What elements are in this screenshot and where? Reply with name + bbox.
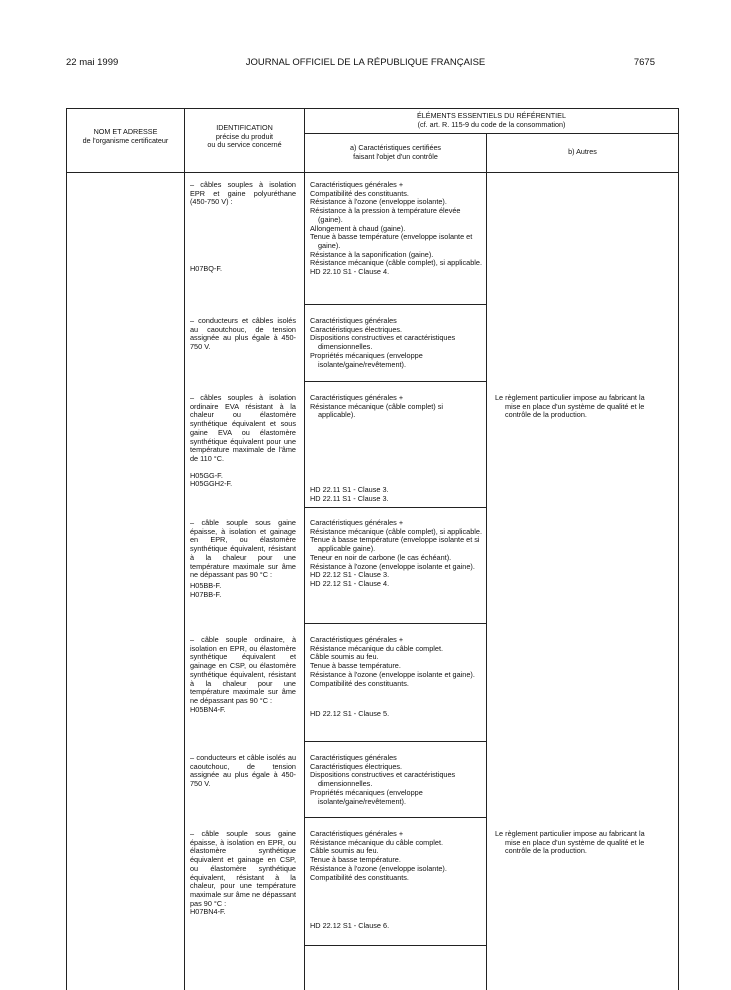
header-autres: b) Autres <box>568 147 597 156</box>
header-caracteristiques: a) Caractéristiques certifiées faisant l'objet d'un contrôle <box>349 143 442 161</box>
header-identification: IDENTIFICATION précise du produit ou du service concerné <box>207 123 282 150</box>
row-3-autres: Le règlement particulier impose au fabricant la mise en place d'un système de qualité et le contrôle de la production. <box>495 393 645 420</box>
row-separator <box>304 945 486 946</box>
row-separator <box>304 817 486 818</box>
table-header-border <box>66 172 678 173</box>
row-separator <box>304 741 486 742</box>
row-3-criteria: Caractéristiques générales + Résistance mécanique (câble complet) si applicable). HD 22.11 S1 - Clause 3. HD 22.11 S1 - Clause 3. <box>310 393 444 503</box>
row-5-identification: – câble souple ordinaire, à isolation en EPR, ou élastomère synthétique équivalent et gainage en CSP, ou élastomère synthétique équivalent, résistant à la chaleur pour une température maximale sur âme ne dépassant pas 90 °C : H05BN4-F. <box>190 635 296 714</box>
row-4-identification: – câble souple sous gaine épaisse, à isolation et gainage en EPR, ou élastomère synthétique équivalent, résistant à la chaleur pour une température maximale sur âme ne dépassant pas 90 °C : H05BB-F. H07BB-F. <box>190 518 296 599</box>
row-separator <box>304 507 486 508</box>
group-header-divider <box>304 133 678 134</box>
row-2-criteria: Caractéristiques générales Caractéristiques électriques. Dispositions constructives et caractéristiques dimensionnelles. Propriétés mécaniques (enveloppe isolante/gaine/revêtement). <box>310 316 456 369</box>
row-separator <box>304 381 486 382</box>
row-7-autres: Le règlement particulier impose au fabricant la mise en place d'un système de qualité et le contrôle de la production. <box>495 829 645 856</box>
table-right-border <box>678 108 679 990</box>
row-1-identification: – câbles souples à isolation EPR et gaine polyuréthane (450-750 V) : H07BQ-F. <box>190 180 296 274</box>
row-7-identification: – câble souple sous gaine épaisse, à isolation en EPR, ou élastomère synthétique équivalent et gainage en CSP, ou élastomère synthétique équivalent, résistant à la chaleur, pour une température maximale sur âme ne dépassant pas 90 °C : H07BN4-F. <box>190 829 296 917</box>
row-separator <box>304 304 486 305</box>
col-divider-1 <box>184 108 185 990</box>
header-organisme: NOM ET ADRESSE de l'organisme certificateur <box>82 127 169 145</box>
journal-title: JOURNAL OFFICIEL DE LA RÉPUBLIQUE FRANÇAISE <box>245 57 486 68</box>
table-top-border <box>66 108 678 109</box>
row-7-criteria: Caractéristiques générales + Résistance mécanique du câble complet. Câble soumis au feu. Tenue à basse température. Résistance à l'ozone (enveloppe isolante). Compatibilité des constituants. HD 22.12 S1 - Clause 6. <box>310 829 447 931</box>
col-divider-2 <box>304 108 305 990</box>
row-separator <box>304 623 486 624</box>
table-left-border <box>66 108 67 990</box>
page-number: 7675 <box>633 57 655 68</box>
row-6-criteria: Caractéristiques générales Caractéristiques électriques. Dispositions constructives et caractéristiques dimensionnelles. Propriétés mécaniques (enveloppe isolante/gaine/revêtement). <box>310 753 456 806</box>
row-5-criteria: Caractéristiques générales + Résistance mécanique du câble complet. Câble soumis au feu. Tenue à basse température. Résistance à l'ozone (enveloppe isolante et gaine). Compatibilité des constituants. HD 22.12 S1 - Clause 5. <box>310 635 475 719</box>
page-date: 22 mai 1999 <box>66 57 119 68</box>
row-1-criteria: Caractéristiques générales + Compatibilité des constituants. Résistance à l'ozone (enveloppe isolante). Résistance à la pression à température élevée (gaine). Allongement à chaud (gaine). Tenue à basse température (enveloppe isolante et gaine). Résistance à la saponification (gaine). Résistance mécanique (câble complet), si applicable. HD 22.10 S1 - Clause 4. <box>310 180 482 277</box>
row-2-identification: – conducteurs et câbles isolés au caoutchouc, de tension assignée au plus égale à 450-750 V. <box>190 316 296 352</box>
row-4-criteria: Caractéristiques générales + Résistance mécanique (câble complet), si applicable. Tenue à basse température (enveloppe isolante et si applicable gaine). Teneur en noir de carbone (le cas échéant). Résistance à l'ozone (enveloppe isolante et gaine). HD 22.12 S1 - Clause 3. HD 22.12 S1 - Clause 4. <box>310 518 482 588</box>
col-divider-3 <box>486 133 487 990</box>
row-3-identification: – câbles souples à isolation ordinaire EVA résistant à la chaleur ou élastomère synthétique équivalent et sous gaine EVA ou élastomère synthétique équivalent pour une température maximale de l'âme de 110 °C. H05GG-F. H05GGH2-F. <box>190 393 296 489</box>
row-6-identification: – conducteurs et câble isolés au caoutchouc, de tension assignée au plus égale à 450-750 V. <box>190 753 296 789</box>
header-elements-essentiels: ÉLÉMENTS ESSENTIELS DU RÉFÉRENTIEL (cf. art. R. 115-9 du code de la consommation) <box>417 111 566 129</box>
